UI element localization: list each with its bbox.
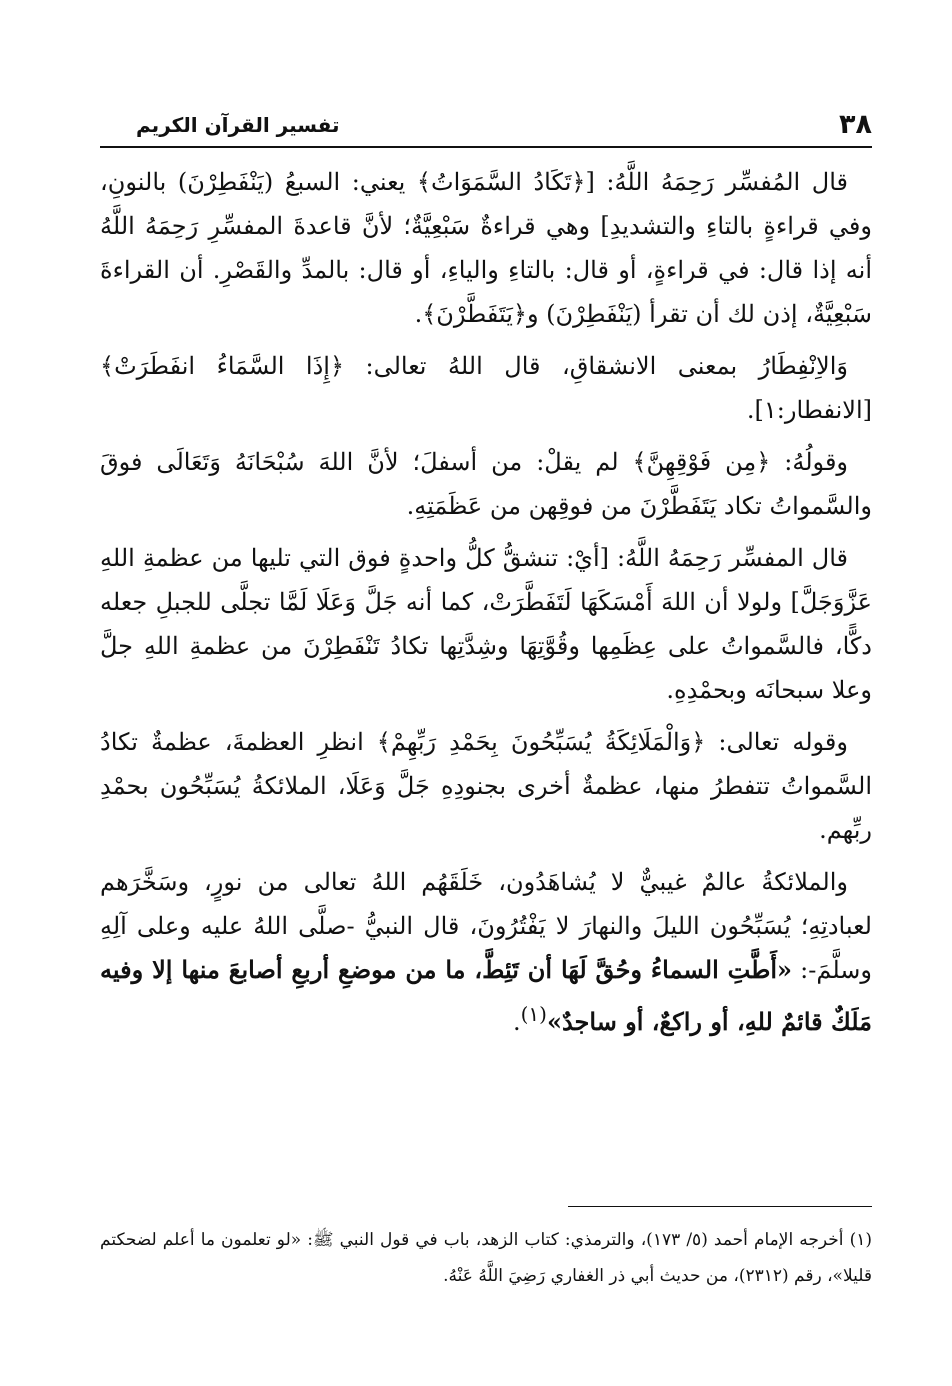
footnote-rule xyxy=(568,1206,872,1207)
body-text xyxy=(100,160,872,1180)
running-title: تفسير القرآن الكريم xyxy=(136,113,340,137)
hadith-text: «أَطَّتِ السماءُ وحُقَّ لَهَا أن تَئِطَّ، ما من موضعِ أربعِ أصابعَ منها إلا وفيه مَلَكٌ قائمٌ للهِ، أو راكعٌ، أو ساجدٌ» xyxy=(100,955,872,1036)
page-header xyxy=(100,108,872,142)
paragraph: وقولُهُ: ﴿مِن فَوْقِهِنَّ﴾ لم يقلْ: من أسفلَ؛ لأنَّ اللهَ سُبْحَانَهُ وَتَعَالَى فوقَ والسَّمواتُ تكاد يَتَفَطَّرْنَ من فوقِهن من عَظَمَتِهِ. xyxy=(100,448,872,520)
page-number: ٣٨ xyxy=(839,109,872,140)
header-rule xyxy=(100,146,872,148)
hadith-end: . xyxy=(512,1008,521,1036)
paragraph-text: والملائكةُ عالمٌ غيبيٌّ لا يُشاهَدُون، خَلَقَهُم اللهُ تعالى من نورٍ، وسَخَّرَهم لعبادتِهِ؛ يُسَبِّحُون الليلَ والنهارَ لا يَفْتُرُونَ، قال النبيُّ -صلَّى اللهُ عليه وعلى آلِهِ وسلَّمَ-: xyxy=(100,868,872,984)
paragraph xyxy=(100,860,872,1044)
paragraph: وَالاِنْفِطَارُ بمعنى الانشقاقِ، قال اللهُ تعالى: ﴿إِذَا السَّمَاءُ انفَطَرَتْ﴾ [الانفطار:١]. xyxy=(100,352,872,424)
paragraph: وقوله تعالى: ﴿وَالْمَلَائِكَةُ يُسَبِّحُونَ بِحَمْدِ رَبِّهِمْ﴾ انظرِ العظمةَ، عظمةٌ تكادُ السَّمواتُ تتفطرُ منها، عظمةٌ أخرى بجنودِهِ جَلَّ وَعَلَا، الملائكةُ يُسَبِّحُون بحمْدِ ربِّهم. xyxy=(100,728,872,844)
paragraph: قال المفسِّر رَحِمَهُ اللَّهُ: [أيْ: تنشقُّ كلُّ واحدةٍ فوق التي تليها من عظمةِ اللهِ عَزَّوَجَلَّ] ولولا أن اللهَ أَمْسَكَهَا لَتَفَطَّرَتْ، كما أنه جَلَّ وَعَلَا لَمَّا تجلَّى للجبلِ جعله دكًّا، فالسَّمواتُ على عِظَمِها وقُوَّتِهَا وشِدَّتِها تكادُ تَنْفَطِرْنَ من عظمةِ اللهِ جلَّ وعلا سبحانَه وبحمْدِهِ. xyxy=(100,544,872,704)
footnote: (١) أخرجه الإمام أحمد (٥/ ١٧٣)، والترمذي: كتاب الزهد، باب في قول النبي ﷺ: «لو تعلمون ما أعلم لضحكتم قليلا»، رقم (٢٣١٢)، من حديث أبي ذر الغفاري رَضِيَ اللَّهُ عَنْهُ. xyxy=(100,1230,873,1286)
footnote-ref[interactable]: (١) xyxy=(520,1002,547,1026)
paragraph: قال المُفسِّر رَحِمَهُ اللَّهُ: [﴿تَكَادُ السَّمَوَاتُ﴾ يعني: السبعُ (يَنْفَطِرْنَ) بالنونِ، وفي قراءةٍ بالتاءِ والتشديدِ] وهي قراءةٌ سَبْعِيَّةٌ؛ لأنَّ قاعدةَ المفسِّرِ رَحِمَهُ اللَّهُ أنه إذا قال: في قراءةٍ، أو قال: بالتاءِ والياءِ، أو قال: بالمدِّ والقَصْرِ. أن القراءةَ سَبْعِيَّةٌ، إذن لك أن تقرأ (يَنْفَطِرْنَ) و﴿يَتَفَطَّرْنَ﴾. xyxy=(100,168,872,328)
